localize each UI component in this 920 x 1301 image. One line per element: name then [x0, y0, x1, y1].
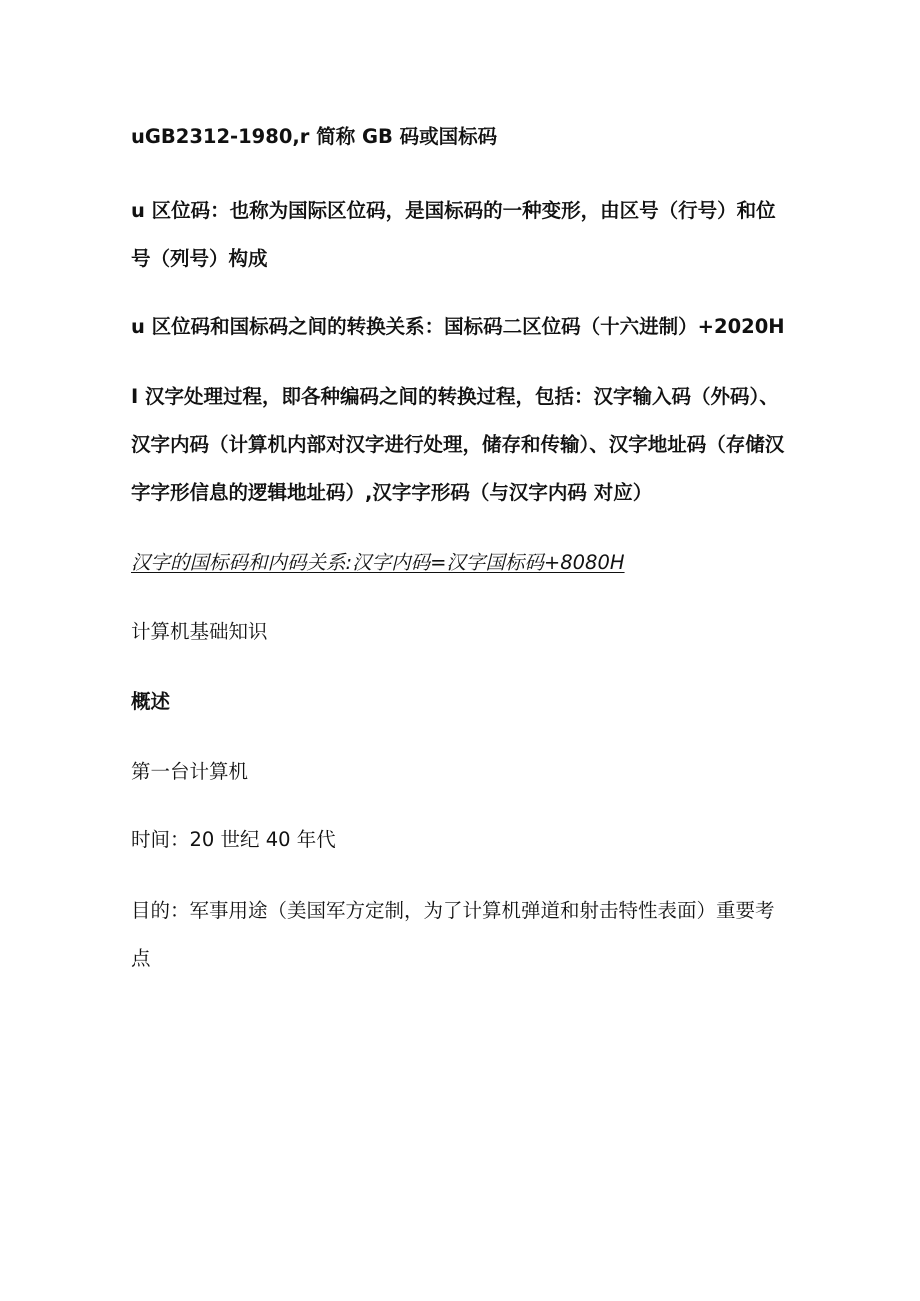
- internal-code-relation: 汉字的国标码和内码关系:汉字内码=汉字国标码+8080H: [131, 551, 625, 574]
- section-title: 计算机基础知识: [131, 620, 268, 643]
- area-code-definition: u 区位码：也称为国际区位码，是国标码的一种变形，由区号（行号）和位号（列号）构成: [131, 199, 776, 270]
- overview-heading: 概述: [131, 690, 171, 713]
- first-computer-heading: 第一台计算机: [131, 760, 249, 783]
- conversion-relation: u 区位码和国标码之间的转换关系：国标码二区位码（十六进制）+2020H: [131, 315, 785, 338]
- time-line: 时间：20 世纪 40 年代: [131, 828, 336, 851]
- purpose-line: 目的：军事用途（美国军方定制，为了计算机弹道和射击特性表面）重要考点: [131, 899, 775, 970]
- gb2312-definition: uGB2312-1980,r 简称 GB 码或国标码: [131, 125, 498, 148]
- chinese-processing-description: I 汉字处理过程，即各种编码之间的转换过程，包括：汉字输入码（外码）、汉字内码（计算机内部对汉字进行处理，储存和传输）、汉字地址码（存储汉字字形信息的逻辑地址码）,汉字字形码（与汉字内码 对应）: [131, 385, 785, 504]
